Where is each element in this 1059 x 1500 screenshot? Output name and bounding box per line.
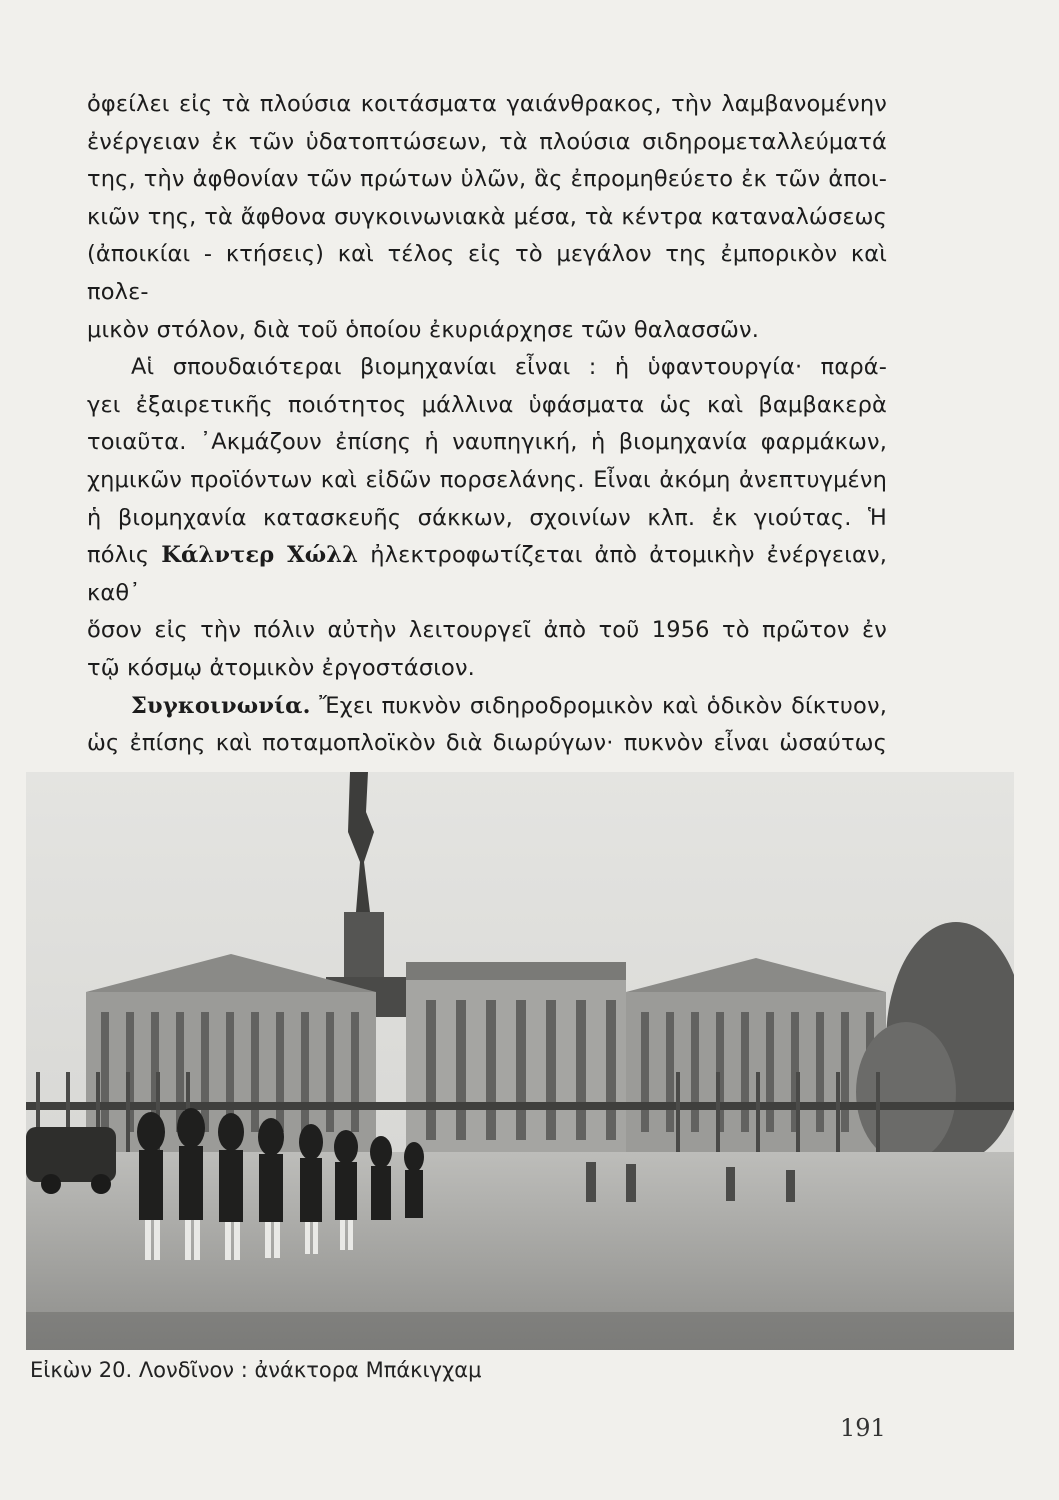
text-line: μικὸν στόλον, διὰ τοῦ ὁποίου ἐκυριάρχησε τῶν θαλασσῶν. [87, 316, 759, 343]
section-heading: Συγκοινωνία. [131, 692, 311, 719]
buckingham-palace-photo [26, 772, 1014, 1350]
text-line: ὀφείλει εἰς τὰ πλούσια κοιτάσματα γαιάνθρακος, τὴν λαμβανομένην [87, 91, 887, 117]
text-fragment: πόλις [87, 542, 162, 569]
text-line: Αἱ σπουδαιότεραι βιομηχανίαι εἶναι : ἡ ὑφαντουργία· παρά- [131, 354, 887, 381]
text-line: ὡς ἐπίσης καὶ ποταμοπλοϊκὸν διὰ διωρύγων· πυκνὸν εἶναι ὡσαύτως [87, 730, 887, 757]
figure-caption: Εἰκὼν 20. Λονδῖνον : ἀνάκτορα Μπάκιγχαμ [30, 1358, 482, 1382]
text-line: ἡ βιομηχανία κατασκευῆς σάκκων, σχοινίων κλπ. ἐκ γιούτας. Ἡ [87, 504, 887, 531]
text-line: χημικῶν προϊόντων καὶ εἰδῶν πορσελάνης. Εἶναι ἀκόμη ἀνεπτυγμένη [87, 466, 887, 493]
text-line: της, τὴν ἀφθονίαν τῶν πρώτων ὑλῶν, ἃς ἐπρομηθεύετο ἐκ τῶν ἀποι- [87, 166, 887, 193]
text-line: τοιαῦτα. ᾿Ακμάζουν ἐπίσης ἡ ναυπηγική, ἡ βιομηχανία φαρμάκων, [87, 429, 887, 456]
text-line: κιῶν της, τὰ ἄφθονα συγκοινωνιακὰ μέσα, τὰ κέντρα καταναλώσεως [87, 203, 887, 230]
page-number: 191 [840, 1414, 886, 1442]
text-line [87, 537, 887, 612]
body-text [87, 86, 887, 763]
city-name: Κάλντερ Χώλλ [161, 542, 359, 569]
text-fragment: Ἔχει πυκνὸν σιδηροδρομικὸν καὶ ὁδικὸν δίκτυον, [310, 692, 887, 719]
text-fragment: ἠλεκτροφωτίζεται ἀπὸ ἀτομικὴν ἐνέργειαν, καθ᾿ [87, 542, 887, 606]
text-line: τῷ κόσμῳ ἀτομικὸν ἐργοστάσιον. [87, 654, 475, 681]
text-line [87, 688, 887, 726]
text-line: γει ἐξαιρετικῆς ποιότητος μάλλινα ὑφάσματα ὡς καὶ βαμβακερὰ [87, 391, 887, 418]
text-line: ὅσον εἰς τὴν πόλιν αὐτὴν λειτουργεῖ ἀπὸ τοῦ 1956 τὸ πρῶτον ἐν [87, 617, 887, 644]
text-line: (ἀποικίαι - κτήσεις) καὶ τέλος εἰς τὸ μεγάλον της ἐμπορικὸν καὶ πολε- [87, 241, 887, 305]
text-line: ἐνέργειαν ἐκ τῶν ὑδατοπτώσεων, τὰ πλούσια σιδηρομεταλλεύματά [87, 128, 887, 155]
